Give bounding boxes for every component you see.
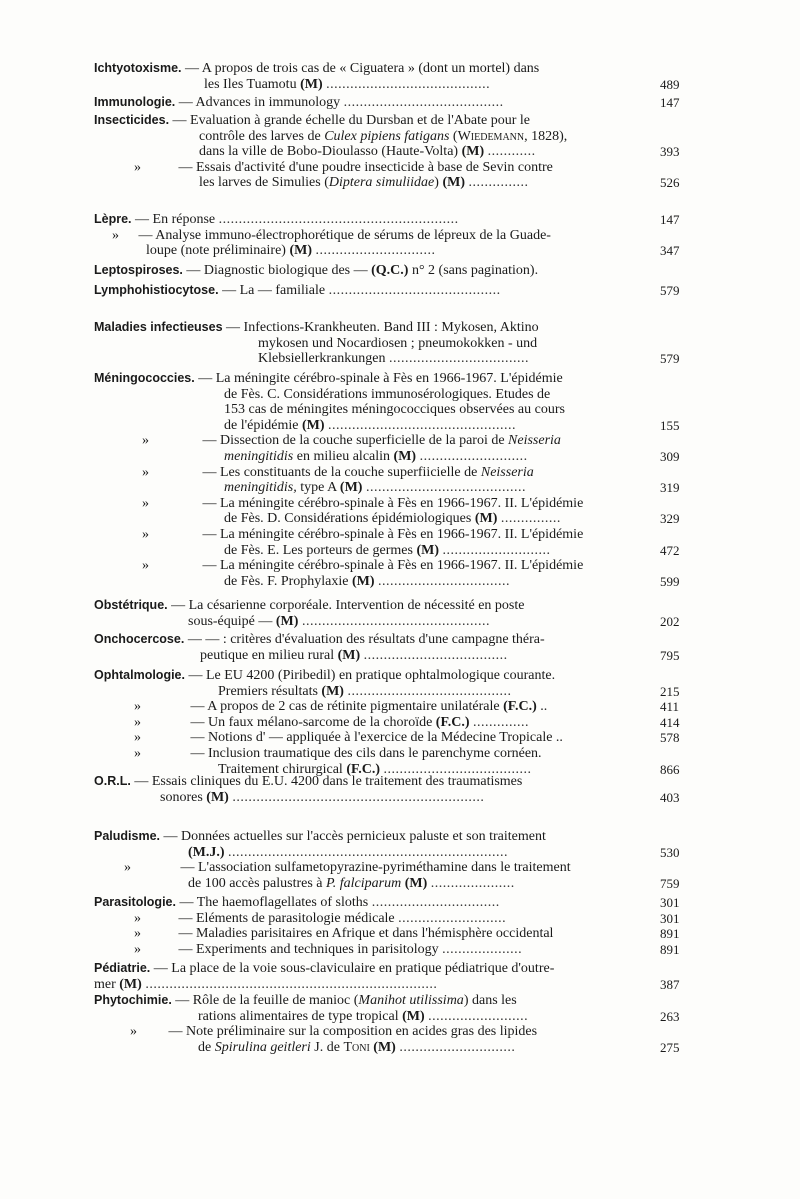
entry-text: » — Un faux mélano-sarcome de la choroïde (F.C.) .............. [134, 714, 529, 730]
index-entry [94, 895, 680, 957]
entry-text: Paludisme. — Données actuelles sur l'accès pernicieux paluste et son traitement [94, 829, 546, 844]
entry-line [94, 212, 680, 228]
entry-line [94, 926, 680, 942]
entry-line [94, 387, 654, 403]
index-entry [94, 61, 680, 92]
entry-text: Méningococcies. — La méningite cérébro-spinale à Fès en 1966-1967. L'épidémie [94, 371, 563, 386]
entry-line [94, 875, 680, 892]
entry-text: Leptospiroses. — Diagnostic biologique des — (Q.C.) n° 2 (sans pagination). [94, 263, 539, 278]
entry-line [94, 160, 654, 176]
entry-line [94, 910, 680, 927]
entry-line [94, 320, 654, 336]
entry-line [94, 480, 680, 496]
entry-line [94, 860, 654, 876]
entry-line [94, 542, 680, 559]
entry-text: » — Analyse immuno-électrophorétique de sérums de lépreux de la Guade- [112, 227, 551, 243]
index-entry [94, 371, 680, 589]
entry-line [94, 129, 654, 145]
entry-line [94, 465, 654, 481]
entry-text: Maladies infectieuses — Infections-Krankheuten. Band III : Mykosen, Aktino [94, 320, 539, 335]
entry-line [94, 76, 680, 93]
entry-line [94, 336, 654, 352]
entry-text: Lymphohistiocytose. — La — familiale ........................................... [94, 283, 501, 298]
entry-line [94, 844, 680, 861]
index-entry [94, 668, 680, 777]
entry-text: Insecticides. — Evaluation à grande échelle du Dursban et de l'Abate pour le [94, 113, 530, 128]
page-number: 393 [660, 144, 680, 160]
entry-text: » — Dissection de la couche superficielle de la paroi de Neisseria [142, 433, 561, 449]
entry-line [94, 95, 680, 111]
entry-line [94, 941, 680, 958]
entry-text: contrôle des larves de Culex pipiens fatigans (Wiedemann, 1828), [199, 128, 568, 144]
page-number: 403 [660, 789, 680, 805]
entry-line [94, 448, 680, 465]
entry-text: de Fès. C. Considérations immunosérologiques. Etudes de [224, 386, 551, 402]
page-number: 147 [660, 95, 680, 110]
entry-line [94, 613, 680, 630]
entry-line [94, 511, 680, 527]
page-number: 526 [660, 175, 680, 191]
index-entry [94, 263, 654, 279]
entry-text: » — Essais d'activité d'une poudre insecticide à base de Sevin contre [134, 159, 553, 175]
index-entry [94, 632, 680, 663]
entry-line [94, 668, 654, 684]
entry-line [94, 144, 680, 160]
entry-line [94, 774, 654, 790]
entry-line [94, 632, 654, 648]
entry-text: dans la ville de Bobo-Dioulasso (Haute-Volta) (M) ............ [199, 144, 536, 160]
entry-line [94, 263, 654, 279]
entry-line [94, 647, 680, 664]
entry-text: » — A propos de 2 cas de rétinite pigmentaire unilatérale (F.C.) .. [134, 699, 548, 715]
entry-line [94, 730, 680, 746]
page-number: 319 [660, 480, 680, 496]
entry-line [94, 433, 654, 449]
entry-text: Ichtyotoxisme. — A propos de trois cas de « Ciguatera » (dont un mortel) dans [94, 61, 540, 76]
entry-text: Lèpre. — En réponse ............................................................ [94, 212, 459, 227]
page-number: 411 [660, 699, 680, 715]
entry-text: Traitement chirurgical (F.C.) ..................................... [218, 761, 532, 777]
page-number: 414 [660, 714, 680, 730]
page-number: 579 [660, 351, 680, 367]
entry-text: Obstétrique. — La césarienne corporéale. Intervention de nécessité en poste [94, 598, 525, 613]
entry-line [94, 789, 680, 806]
entry-text: O.R.L. — Essais cliniques du E.U. 4200 dans le traitement des traumatismes [94, 774, 523, 789]
entry-text: » — La méningite cérébro-spinale à Fès en 1966-1967. II. L'épidémie [142, 495, 584, 511]
entry-text: (M.J.) ...................................................................... [188, 844, 509, 860]
entry-line [94, 746, 654, 762]
entry-line [94, 558, 654, 574]
page-number: 263 [660, 1008, 680, 1024]
entry-line [94, 683, 680, 700]
entry-text: sous-équipé — (M) ............................................... [188, 613, 490, 629]
index-entry [94, 212, 680, 259]
index-entry [94, 95, 680, 111]
page-number: 489 [660, 76, 680, 92]
entry-line [94, 573, 680, 590]
entry-text: loupe (note préliminaire) (M) .............................. [146, 243, 436, 259]
entry-text: » — La méningite cérébro-spinale à Fès en 1966-1967. II. L'épidémie [142, 558, 584, 574]
page-number: 866 [660, 761, 680, 777]
entry-line [94, 228, 654, 244]
entry-line [94, 1008, 680, 1025]
entry-text: les larves de Simulies (Diptera simuliidae) (M) ............... [199, 175, 529, 191]
entry-line [94, 1039, 680, 1056]
entry-line [94, 243, 680, 259]
index-entry [94, 961, 680, 992]
page-number: 301 [660, 895, 680, 910]
page-number: 891 [660, 941, 680, 957]
entry-text: Phytochimie. — Rôle de la feuille de manioc (Manihot utilissima) dans les [94, 993, 517, 1008]
entry-line [94, 351, 680, 367]
index-entry [94, 283, 680, 299]
page-number: 301 [660, 910, 680, 926]
entry-text: de Fès. F. Prophylaxie (M) ................................. [224, 573, 511, 589]
entry-text: Pédiatrie. — La place de la voie sous-claviculaire en pratique pédiatrique d'outre- [94, 961, 555, 976]
entry-text: » — Notions d' — appliquée à l'exercice de la Médecine Tropicale .. [134, 730, 563, 746]
entry-text: mer (M) ......................................................................... [94, 976, 438, 992]
page-number: 530 [660, 844, 680, 860]
page-number: 329 [660, 511, 680, 527]
entry-line [94, 895, 680, 911]
entry-text: » — L'association sulfametopyrazine-pyriméthamine dans le traitement [124, 860, 571, 876]
entry-text: » — Eléments de parasitologie médicale ........................... [134, 910, 507, 926]
index-entry [94, 320, 680, 367]
entry-line [94, 283, 680, 299]
entry-text: peutique en milieu rural (M) .................................... [200, 647, 508, 663]
page-number: 599 [660, 573, 680, 589]
index-entry [94, 993, 680, 1055]
entry-text: Premiers résultats (M) ......................................... [218, 683, 512, 699]
entry-line [94, 699, 680, 715]
page-number: 387 [660, 976, 680, 992]
entry-text: de Fès. D. Considérations épidémiologiques (M) ............... [224, 511, 561, 527]
entry-text: de 100 accès palustres à P. falciparum (M) ..................... [188, 875, 515, 891]
page-number: 309 [660, 448, 680, 464]
entry-text: Onchocercose. — — : critères d'évaluation des résultats d'une campagne théra- [94, 632, 545, 647]
entry-line [94, 976, 680, 993]
entry-line [94, 1024, 654, 1040]
entry-text: mykosen und Nocardiosen ; pneumokokken - und [258, 335, 538, 351]
index-entry [94, 598, 680, 629]
entry-text: sonores (M) ............................................................... [160, 789, 485, 805]
entry-line [94, 598, 654, 614]
entry-line [94, 714, 680, 731]
entry-text: de Spirulina geitleri J. de Toni (M) ............................. [198, 1039, 516, 1055]
page-number: 578 [660, 730, 680, 746]
page-number: 347 [660, 243, 680, 259]
index-entry [94, 113, 680, 191]
entry-text: de Fès. E. Les porteurs de germes (M) ........................... [224, 542, 551, 558]
entry-text: » — Inclusion traumatique des cils dans le parenchyme cornéen. [134, 745, 542, 761]
page-number: 275 [660, 1039, 680, 1055]
entry-text: rations alimentaires de type tropical (M) ......................... [198, 1008, 529, 1024]
entry-text: » — Note préliminaire sur la composition en acides gras des lipides [130, 1024, 538, 1040]
entry-line [94, 829, 654, 845]
page-number: 891 [660, 926, 680, 942]
entry-line [94, 175, 680, 191]
page-number: 155 [660, 417, 680, 433]
page-number: 147 [660, 212, 680, 227]
entry-line [94, 993, 654, 1009]
entry-text: Klebsiellerkrankungen ................................... [258, 351, 530, 367]
entry-line [94, 402, 654, 418]
entry-text: Parasitologie. — The haemoflagellates of sloths ................................ [94, 895, 500, 910]
entry-line [94, 417, 680, 434]
index-entry [94, 829, 680, 891]
entry-text: 153 cas de méningites méningococciques observées au cours [224, 402, 565, 418]
page-number: 472 [660, 542, 680, 558]
entry-text: Ophtalmologie. — Le EU 4200 (Piribedil) en pratique ophtalmologique courante. [94, 668, 556, 683]
page-number: 759 [660, 875, 680, 891]
entry-text: les Iles Tuamotu (M) ......................................... [204, 76, 491, 92]
entry-line [94, 961, 654, 977]
entry-text: meningitidis en milieu alcalin (M) ........................... [224, 448, 528, 464]
entry-text: » — La méningite cérébro-spinale à Fès en 1966-1967. II. L'épidémie [142, 526, 584, 542]
index-entry [94, 774, 680, 805]
page-number: 215 [660, 683, 680, 699]
entry-text: meningitidis, type A (M) ........................................ [224, 480, 526, 496]
entry-line [94, 527, 654, 543]
page-number: 202 [660, 613, 680, 629]
entry-line [94, 371, 654, 387]
entry-text: » — Les constituants de la couche superfiicielle de Neisseria [142, 464, 534, 480]
page-number: 795 [660, 647, 680, 663]
entry-text: Immunologie. — Advances in immunology ........................................ [94, 95, 504, 110]
entry-line [94, 61, 654, 77]
entry-text: » — Maladies parisitaires en Afrique et dans l'hémisphère occidental [134, 926, 554, 942]
page-number: 579 [660, 283, 680, 298]
entry-line [94, 113, 654, 129]
entry-line [94, 496, 654, 512]
entry-text: » — Experiments and techniques in parisitology .................... [134, 941, 523, 957]
entry-text: de l'épidémie (M) ............................................... [224, 417, 516, 433]
